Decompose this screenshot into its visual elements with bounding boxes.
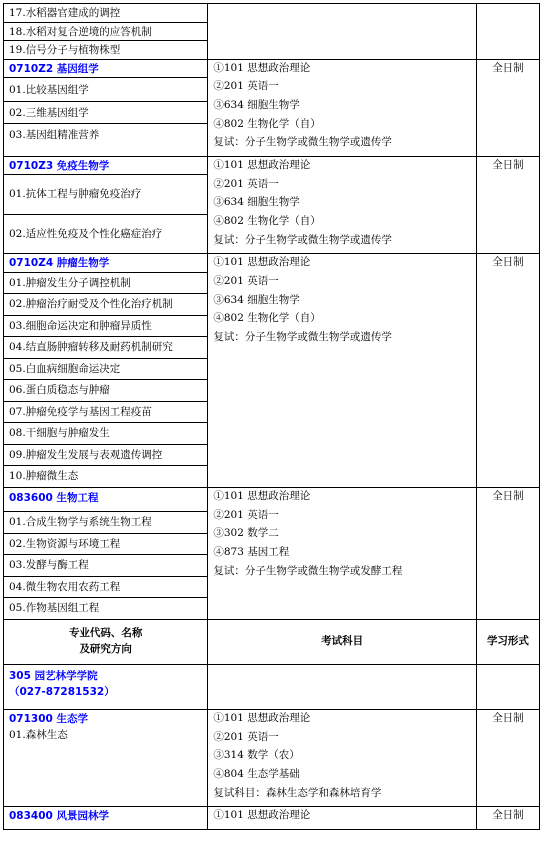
exam-subject: 复试：分子生物学或微生物学或发酵工程 (213, 564, 403, 577)
exam-subject: ①101 思想政治理论 (213, 61, 311, 74)
admissions-table (3, 3, 540, 830)
direction-cell (4, 156, 208, 253)
major-heading: 0710Z3 免疫生物学 (4, 157, 207, 176)
direction-item: 17.水稻器官建成的调控 (4, 4, 207, 23)
direction-item: 01.森林生态 (9, 729, 68, 742)
header-mode-cell: 学习形式 (476, 619, 539, 664)
exam-subject: ①101 思想政治理论 (213, 256, 311, 269)
exam-subject: ①101 思想政治理论 (213, 489, 311, 502)
direction-cell (4, 4, 208, 60)
exam-cell (208, 664, 477, 709)
direction-item: 10.肿瘤微生态 (9, 470, 79, 483)
exam-subject: ③634 细胞生物学 (213, 293, 300, 306)
exam-subject: ④802 生物化学（自） (213, 215, 321, 227)
exam-subject: ③302 数学二 (213, 527, 279, 540)
exam-subject: 复试：分子生物学或微生物学或遗传学 (213, 136, 392, 149)
exam-subject: ②201 英语一 (213, 730, 279, 743)
exam-cell (208, 59, 477, 156)
direction-item: 18.水稻对复合逆境的应答机制 (4, 23, 207, 42)
college-phone: （027-87281532） (9, 686, 115, 699)
direction-cell (4, 254, 208, 488)
exam-subject: ③314 数学（农） (213, 749, 300, 762)
direction-item: 04.微生物农用农药工程 (4, 577, 207, 599)
direction-item: 09.肿瘤发生发展与表观遗传调控 (4, 445, 207, 467)
exam-subject: ②201 英语一 (213, 177, 279, 190)
major-heading: 071300 生态学 (9, 712, 88, 725)
direction-item: 05.白血病细胞命运决定 (4, 359, 207, 381)
direction-item: 01.合成生物学与系统生物工程 (4, 512, 207, 534)
direction-cell (4, 59, 208, 156)
direction-item: 01.肿瘤发生分子调控机制 (4, 273, 207, 295)
mode-cell: 全日制 (476, 156, 539, 253)
mode-cell (476, 4, 539, 60)
exam-subject: ④873 基因工程 (213, 545, 290, 558)
exam-subject: ②201 英语一 (213, 275, 279, 288)
exam-subject: ①101 思想政治理论 (213, 711, 311, 724)
college-name: 305 园艺林学学院 (9, 669, 98, 682)
major-row (4, 156, 540, 253)
major-row (4, 59, 540, 156)
mode-cell: 全日制 (476, 709, 539, 806)
header-major-line2: 及研究方向 (79, 642, 132, 655)
exam-subject: 复试科目：森林生态学和森林培育学 (213, 786, 382, 799)
major-heading: 083600 生物工程 (4, 488, 207, 513)
exam-subject: ④804 生态学基础 (213, 767, 300, 780)
mode-cell (476, 664, 539, 709)
direction-item: 08.干细胞与肿瘤发生 (4, 423, 207, 445)
exam-subject: 复试：分子生物学或微生物学或遗传学 (213, 233, 392, 246)
exam-subject: ①101 思想政治理论 (213, 809, 311, 822)
mode-cell: 全日制 (476, 59, 539, 156)
exam-subject: ③634 细胞生物学 (213, 196, 300, 209)
table-row (4, 4, 540, 60)
exam-cell (208, 4, 477, 60)
direction-item: 02.生物资源与环境工程 (4, 534, 207, 556)
direction-item: 03.发酵与酶工程 (4, 555, 207, 577)
direction-item: 07.肿瘤免疫学与基因工程疫苗 (4, 402, 207, 424)
table-header-row (4, 619, 540, 664)
exam-subject: ②201 英语一 (213, 80, 279, 93)
mode-cell: 全日制 (476, 487, 539, 619)
direction-item: 02.肿瘤治疗耐受及个性化治疗机制 (4, 294, 207, 316)
direction-item: 02.三维基因组学 (4, 102, 207, 125)
major-heading: 083400 风景园林学 (9, 810, 109, 823)
exam-subject: ④802 生物化学（自） (213, 117, 321, 130)
direction-item: 01.比较基因组学 (4, 78, 207, 102)
direction-item: 03.细胞命运决定和肿瘤异质性 (4, 316, 207, 338)
direction-item: 06.蛋白质稳态与肿瘤 (4, 380, 207, 402)
direction-item: 02.适应性免疫及个性化癌症治疗 (9, 227, 163, 240)
major-heading: 0710Z2 基因组学 (4, 60, 207, 79)
exam-subject: ②201 英语一 (213, 508, 279, 521)
major-row (4, 487, 540, 619)
direction-item: 19.信号分子与植物株型 (9, 44, 121, 56)
exam-subject: 复试：分子生物学或微生物学或遗传学 (213, 331, 392, 344)
exam-cell (208, 487, 477, 619)
direction-item: 04.结直肠肿瘤转移及耐药机制研究 (4, 337, 207, 359)
exam-subject: ③634 细胞生物学 (213, 98, 300, 111)
header-exam-cell: 考试科目 (208, 619, 477, 664)
major-heading: 0710Z4 肿瘤生物学 (4, 254, 207, 273)
major-row (4, 254, 540, 488)
mode-cell: 全日制 (476, 254, 539, 488)
direction-cell (4, 487, 208, 619)
direction-cell (4, 807, 208, 830)
college-cell (4, 664, 208, 709)
college-row (4, 664, 540, 709)
exam-subject: ①101 思想政治理论 (213, 158, 311, 171)
exam-cell (208, 709, 477, 806)
header-major-line1: 专业代码、名称 (68, 627, 143, 640)
mode-cell: 全日制 (476, 807, 539, 830)
header-major-cell (4, 619, 208, 664)
exam-subject: ④802 生物化学（自） (213, 312, 321, 325)
major-row (4, 709, 540, 806)
exam-cell (208, 254, 477, 488)
direction-item: 05.作物基因组工程 (9, 602, 100, 615)
direction-item: 01.抗体工程与肿瘤免疫治疗 (4, 175, 207, 215)
direction-cell (4, 709, 208, 806)
exam-cell (208, 156, 477, 253)
direction-item: 03.基因组精准营养 (9, 129, 100, 141)
exam-cell (208, 807, 477, 830)
major-row (4, 807, 540, 830)
